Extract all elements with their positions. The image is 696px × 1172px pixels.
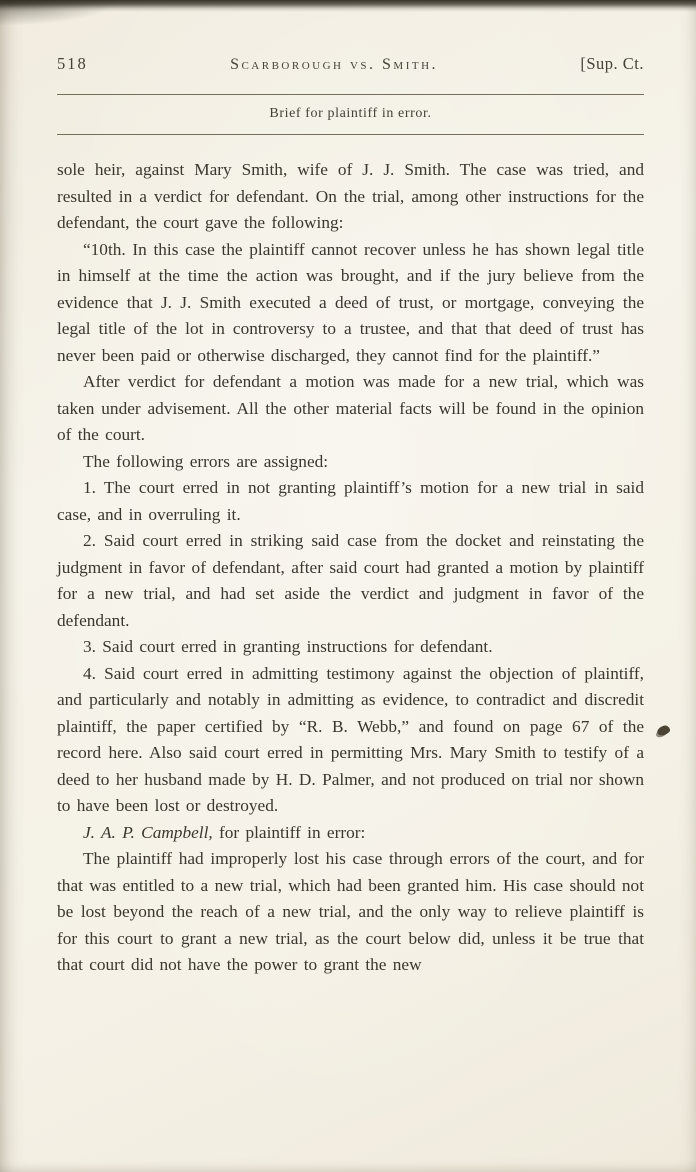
paragraph-error-1: 1. The court erred in not granting plaintiff’s motion for a new trial in said case, and in overruling it. (57, 478, 644, 524)
section-rule (57, 134, 644, 135)
page-header (57, 54, 644, 74)
page-number: 518 (57, 54, 88, 73)
paragraph-errors-assigned: The following errors are assigned: (83, 451, 329, 471)
paragraph-closing: The plaintiff had improperly lost his case through errors of the court, and for that was entitled to a new trial, which had been granted him. His case should not be lost beyond the reach of a new trial, and the only way to relieve plaintiff is for this court to grant a new trial, as the court below did, unless it be true that that court did not have the power to grant the new (57, 849, 644, 974)
court-label: [Sup. Ct. (580, 54, 644, 73)
running-title: Scarborough vs. Smith. (230, 56, 439, 73)
paragraph-instruction-10th: “10th. In this case the plaintiff cannot recover unless he has shown legal title in himself at the time the action was brought, and if the jury believe from the evidence that J. J. Smith executed a deed of trust, or mortgage, conveying the legal title of the lot in controversy to a trustee, and that that deed of trust has never been paid or otherwise discharged, they cannot find for the plaintiff.” (57, 239, 644, 365)
body-text (57, 157, 644, 979)
attorney-line-rest: for plaintiff in error: (212, 822, 366, 842)
paragraph-after-verdict: After verdict for defendant a motion was made for a new trial, which was taken under advisement. All the other material facts will be found in the opinion of the court. (57, 372, 644, 444)
paragraph-continuation: sole heir, against Mary Smith, wife of J. J. Smith. The case was tried, and resulted in a verdict for defendant. On the trial, among other instructions for the defendant, the court gave the following: (57, 160, 644, 232)
attorney-line (57, 820, 644, 847)
header-rule (57, 94, 644, 95)
section-heading: Brief for plaintiff in error. (269, 106, 432, 121)
paragraph-error-4: 4. Said court erred in admitting testimony against the objection of plaintiff, and particularly and notably in admitting as evidence, to contradict and discredit plaintiff, the paper certified by “R. B. Webb,” and found on page 67 of the record here. Also said court erred in permitting Mrs. Mary Smith to testify of a deed to her husband made by H. D. Palmer, and not produced on trial nor shown to have been lost or destroyed. (57, 663, 644, 815)
paragraph-error-3: 3. Said court erred in granting instructions for defendant. (83, 637, 493, 656)
attorney-name: J. A. P. Campbell, (83, 822, 213, 842)
paragraph-error-2: 2. Said court erred in striking said case from the docket and reinstating the judgment in favor of defendant, after said court had granted a motion by plaintiff for a new trial, and had set aside the verdict and judgment in favor of the defendant. (57, 531, 644, 630)
